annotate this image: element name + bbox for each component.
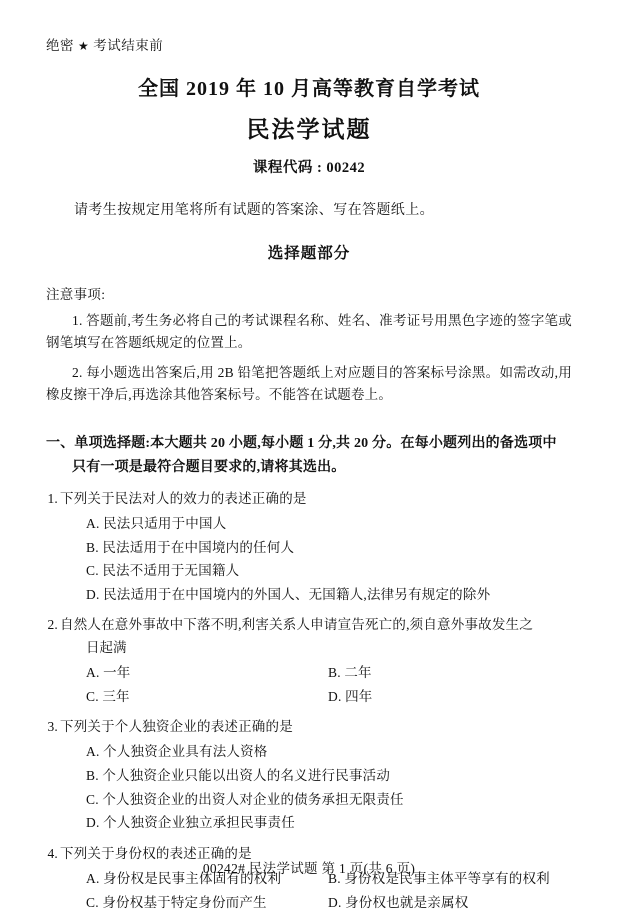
option-a[interactable]: A. 一年 xyxy=(86,664,131,680)
page-title-sub: 民法学试题 xyxy=(246,117,372,142)
option-c[interactable]: C. 身份权基于特定身份而产生 xyxy=(86,894,267,910)
option-c[interactable]: C. 民法不适用于无国籍人 xyxy=(86,563,240,579)
option-row xyxy=(46,512,572,536)
section-title: 选择题部分 xyxy=(267,245,351,262)
option-row xyxy=(46,661,572,685)
option-row xyxy=(46,559,572,583)
option-c[interactable]: C. 个人独资企业的出资人对企业的债务承担无限责任 xyxy=(86,791,404,807)
question-stem xyxy=(46,716,572,738)
option-b[interactable]: B. 个人独资企业只能以出资人的名义进行民事活动 xyxy=(86,768,391,784)
page-footer: 00242# 民法学试题 第 1 页(共 6 页) xyxy=(202,861,416,876)
secret-label: 绝密 xyxy=(46,38,74,53)
option-row xyxy=(46,583,572,607)
option-list xyxy=(46,740,572,835)
option-row xyxy=(46,740,572,764)
option-row xyxy=(46,788,572,812)
option-list xyxy=(46,512,572,607)
secret-note: 考试结束前 xyxy=(93,38,164,53)
option-c[interactable]: C. 三年 xyxy=(86,688,130,704)
question-item xyxy=(46,716,572,835)
option-d[interactable]: D. 身份权也就是亲属权 xyxy=(328,894,469,910)
question-item xyxy=(46,488,572,607)
option-a[interactable]: A. 个人独资企业具有法人资格 xyxy=(86,744,268,760)
option-b[interactable]: B. 民法适用于在中国境内的任何人 xyxy=(86,539,295,555)
option-list xyxy=(46,661,572,708)
secret-header xyxy=(46,34,572,54)
big-question-heading xyxy=(46,432,572,480)
question-text: 下列关于个人独资企业的表述正确的是 xyxy=(60,719,293,735)
option-row xyxy=(46,685,572,709)
option-row xyxy=(46,811,572,835)
question-number: 4. xyxy=(47,845,58,861)
option-row xyxy=(46,764,572,788)
question-text: 下列关于身份权的表述正确的是 xyxy=(60,845,252,861)
option-d[interactable]: D. 民法适用于在中国境内的外国人、无国籍人,法律另有规定的除外 xyxy=(86,586,491,602)
option-a[interactable]: A. 民法只适用于中国人 xyxy=(86,515,227,531)
question-stem xyxy=(46,614,572,636)
question-item xyxy=(46,614,572,708)
option-d[interactable]: D. 个人独资企业独立承担民事责任 xyxy=(86,815,295,831)
option-d[interactable]: D. 四年 xyxy=(328,688,373,704)
question-number: 2. xyxy=(47,617,58,633)
exam-instruction: 请考生按规定用笔将所有试题的答案涂、写在答题纸上。 xyxy=(74,203,434,218)
option-b[interactable]: B. 二年 xyxy=(328,664,372,680)
question-number: 3. xyxy=(47,719,58,735)
option-row xyxy=(46,536,572,560)
question-stem xyxy=(46,488,572,510)
star-icon: ★ xyxy=(78,39,90,53)
option-a[interactable]: A. 身份权是民事主体固有的权利 xyxy=(86,871,282,887)
option-row xyxy=(46,891,572,914)
notice-item: 2. 每小题选出答案后,用 2B 铅笔把答题纸上对应题目的答案标号涂黑。如需改动,用橡皮擦干净后,再选涂其他答案标号。不能答在试题卷上。 xyxy=(46,364,572,402)
question-number: 1. xyxy=(47,490,58,506)
notice-heading: 注意事项: xyxy=(46,287,106,302)
page-title-main: 全国 2019 年 10 月高等教育自学考试 xyxy=(138,78,480,100)
big-question-line1: 一、单项选择题:本大题共 20 小题,每小题 1 分,共 20 分。在每小题列出的备选项中 xyxy=(46,436,557,452)
question-text: 下列关于民法对人的效力的表述正确的是 xyxy=(60,490,307,506)
notice-item: 1. 答题前,考生务必将自己的考试课程名称、姓名、准考证号用黑色字迹的签字笔或钢笔填写在答题纸规定的位置上。 xyxy=(46,313,572,351)
question-text: 自然人在意外事故中下落不明,利害关系人申请宣告死亡的,须自意外事故发生之 xyxy=(60,617,533,633)
option-b[interactable]: B. 身份权是民事主体平等享有的权利 xyxy=(328,871,550,887)
question-stem-continued: 日起满 xyxy=(86,639,127,655)
course-code: 课程代码 : 00242 xyxy=(252,160,366,176)
question-item xyxy=(46,843,572,914)
big-question-line2: 只有一项是最符合题目要求的,请将其选出。 xyxy=(72,459,346,475)
